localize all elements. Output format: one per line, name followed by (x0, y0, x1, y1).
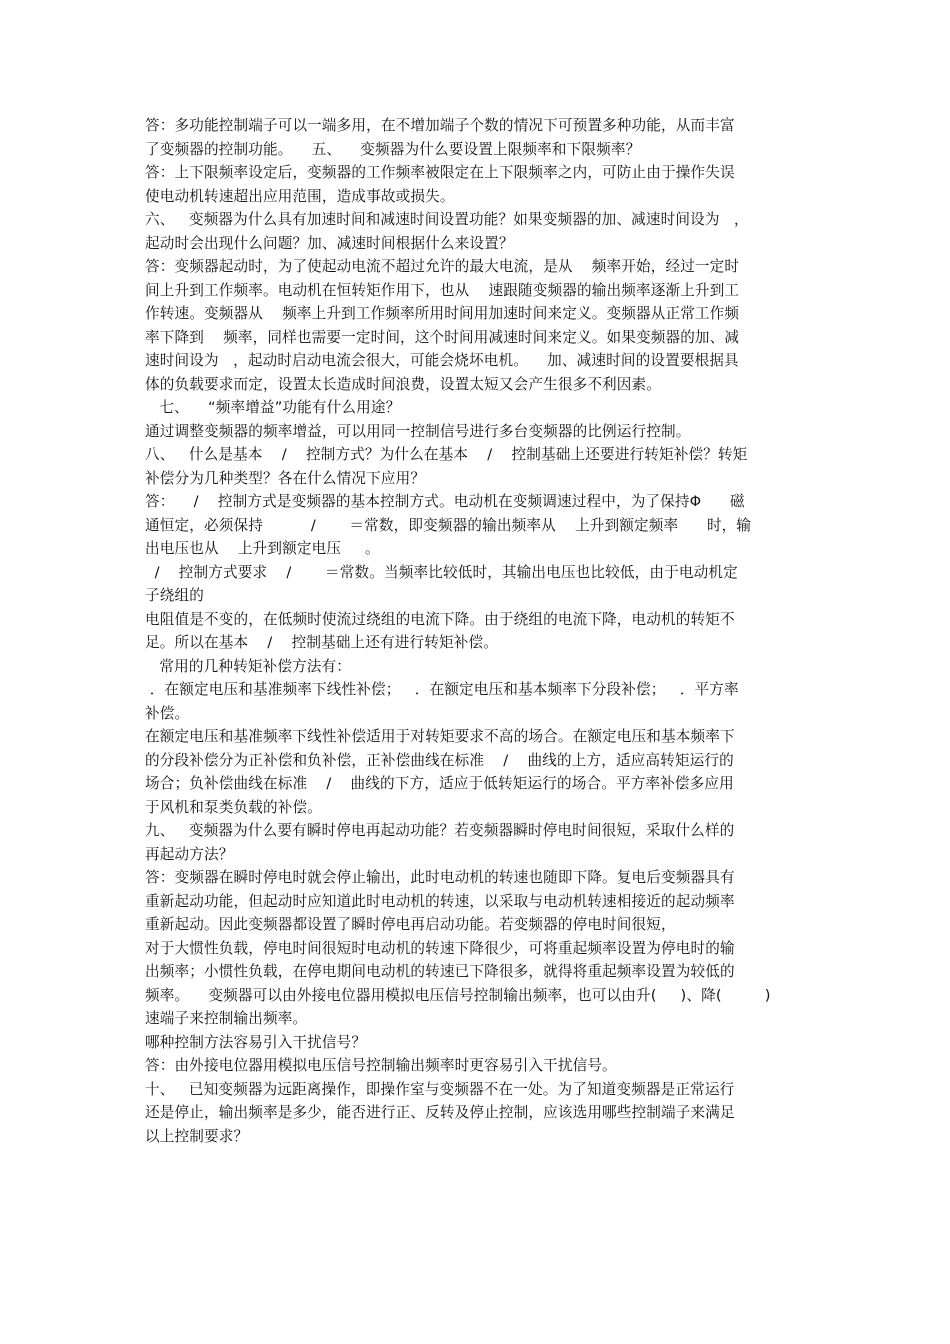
text-line: 九、 变频器为什么要有瞬时停电再起动功能？若变频器瞬时停电时间很短，采取什么样的 (145, 822, 735, 839)
text-line: 间上升到工作频率。电动机在恒转矩作用下，也从 速跟随变频器的输出频率逐渐上升到工 (145, 281, 740, 299)
text-line: ．在额定电压和基准频率下线性补偿； ．在额定电压和基本频率下分段补偿； ．平方率 (145, 681, 739, 698)
text-line: 出频率；小惯性负载，在停电期间电动机的转速已下降很多，就得将重起频率设置为较低的 (145, 963, 735, 980)
text-line: 通过调整变频器的频率增益，可以用同一控制信号进行多台变频器的比例运行控制。 (145, 422, 691, 440)
text-line: 足。所以在基本 / 控制基础上还有进行转矩补偿。 (145, 634, 498, 651)
text-line: 通恒定，必须保持 / ＝常数，即变频器的输出频率从 上升到额定频率 时，输 (145, 516, 752, 534)
text-line: 补偿分为几种类型？各在什么情况下应用？ (145, 469, 426, 487)
text-line: 答： / 控制方式是变频器的基本控制方式。电动机在变频调速过程中，为了保持Φ 磁 (145, 493, 745, 510)
text-line: 答：上下限频率设定后，变频器的工作频率被限定在上下限频率之内，可防止由于操作失误 (145, 164, 735, 181)
text-line: 出电压也从 上升到额定电压 。 (145, 540, 380, 557)
document-body (145, 114, 809, 1148)
text-line: 了变频器的控制功能。 五、 变频器为什么要设置上限频率和下限频率？ (145, 140, 641, 158)
text-line: 起动时会出现什么问题？加、减速时间根据什么来设置？ (145, 234, 514, 252)
text-line: 答：变频器起动时，为了使起动电流不超过允许的最大电流，是从 频率开始，经过一定时 (145, 258, 740, 275)
text-line: 七、 “频率增益”功能有什么用途？ (145, 399, 401, 416)
text-line: 场合；负补偿曲线在标准 / 曲线的下方，适应于低转矩运行的场合。平方率补偿多应用 (145, 775, 734, 792)
text-line: 常用的几种转矩补偿方法有： (145, 657, 352, 675)
text-line: 重新起动功能，但起动时应知道此时电动机的转速，以采取与电动机转速相接近的起动频率 (145, 892, 735, 910)
text-line: 作转速。变频器从 频率上升到工作频率所用时间用加速时间来定义。变频器从正常工作频 (145, 305, 740, 322)
text-line: 于风机和泵类负载的补偿。 (145, 798, 322, 816)
text-line: 答：多功能控制端子可以一端多用，在不增加端子个数的情况下可预置多种功能，从而丰富 (145, 117, 735, 134)
text-line: 以上控制要求？ (145, 1127, 249, 1145)
text-line: 哪种控制方法容易引入干扰信号？ (145, 1033, 367, 1051)
text-line: 的分段补偿分为正补偿和负补偿，正补偿曲线在标准 / 曲线的上方，适应高转矩运行的 (145, 751, 734, 769)
text-line: 补偿。 (145, 704, 190, 722)
text-line: 体的负载要求而定，设置太长造成时间浪费，设置太短又会产生很多不利因素。 (145, 375, 662, 393)
text-line: 在额定电压和基准频率下线性补偿适用于对转矩要求不高的场合。在额定电压和基本频率下 (145, 728, 735, 745)
text-line: 十、 已知变频器为远距离操作，即操作室与变频器不在一处。为了知道变频器是正常运行 (145, 1080, 735, 1098)
text-line: 答：变频器在瞬时停电时就会停止输出，此时电动机的转速也随即下降。复电后变频器具有 (145, 869, 735, 886)
text-line: 子绕组的 (145, 587, 204, 604)
text-line: 速端子来控制输出频率。 (145, 1010, 308, 1027)
text-line: 对于大惯性负载，停电时间很短时电动机的转速下降很少，可将重起频率设置为停电时的输 (145, 939, 735, 957)
text-line: 还是停止，输出频率是多少，能否进行正、反转及停止控制，应该选用哪些控制端子来满足 (145, 1104, 735, 1121)
text-line: 答：由外接电位器用模拟电压信号控制输出频率时更容易引入干扰信号。 (145, 1057, 617, 1074)
text-line: 再起动方法？ (145, 845, 234, 863)
text-line: 六、 变频器为什么具有加速时间和减速时间设置功能？如果变频器的加、减速时间设为 ， (145, 211, 749, 228)
text-line: / 控制方式要求 / ＝常数。当频率比较低时，其输出电压也比较低，由于电动机定 (145, 563, 738, 581)
text-line: 频率。 变频器可以由外接电位器用模拟电压信号控制输出频率，也可以由升( )、降( ) (145, 986, 771, 1004)
text-line: 八、 什么是基本 / 控制方式？为什么在基本 / 控制基础上还要进行转矩补偿？转矩 (145, 446, 748, 463)
text-line: 率下降到 频率，同样也需要一定时间，这个时间用减速时间来定义。如果变频器的加、减 (145, 328, 740, 346)
text-line: 重新起动。因此变频器都设置了瞬时停电再启动功能。若变频器的停电时间很短， (145, 916, 676, 933)
text-line: 使电动机转速超出应用范围，造成事故或损失。 (145, 187, 455, 205)
text-line: 速时间设为 ，起动时启动电流会很大，可能会烧坏电机。 加、减速时间的设置要根据具 (145, 352, 739, 369)
text-line: 电阻值是不变的，在低频时使流过绕组的电流下降。由于绕组的电流下降，电动机的转矩不 (145, 610, 735, 628)
